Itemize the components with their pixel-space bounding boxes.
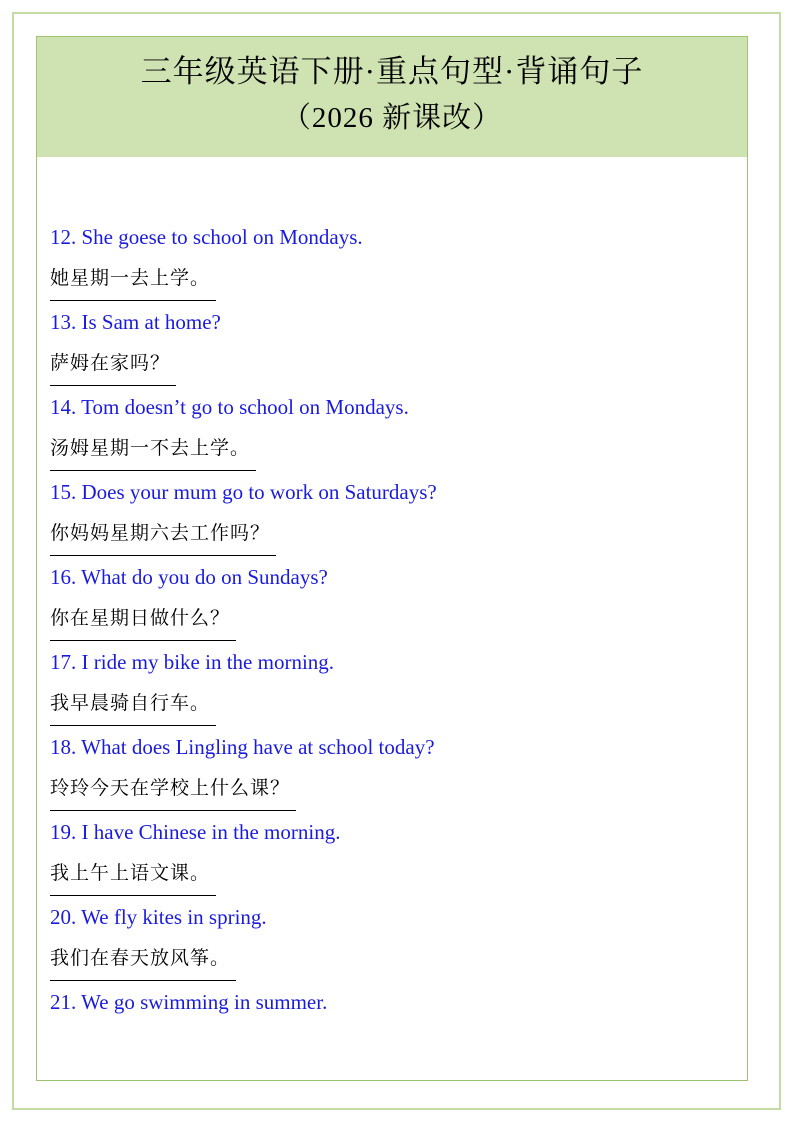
english-sentence: 16. What do you do on Sundays? — [50, 565, 328, 589]
translation-row — [50, 343, 736, 386]
chinese-translation: 我们在春天放风筝。 — [50, 938, 236, 981]
chinese-translation: 萨姆在家吗？ — [50, 343, 176, 386]
chinese-translation: 我上午上语文课。 — [50, 853, 216, 896]
english-sentence: 21. We go swimming in summer. — [50, 990, 328, 1014]
chinese-translation: 玲玲今天在学校上什么课？ — [50, 768, 296, 811]
chinese-translation: 你妈妈星期六去工作吗？ — [50, 513, 276, 556]
list-item — [50, 726, 736, 811]
translation-row — [50, 428, 736, 471]
translation-row — [50, 598, 736, 641]
sentence-list — [50, 216, 736, 1023]
chinese-translation: 汤姆星期一不去上学。 — [50, 428, 256, 471]
english-sentence: 13. Is Sam at home? — [50, 310, 221, 334]
translation-row — [50, 853, 736, 896]
translation-row — [50, 938, 736, 981]
list-item — [50, 471, 736, 556]
page-title-line-2: （2026 新课改） — [281, 102, 503, 134]
translation-row — [50, 258, 736, 301]
list-item — [50, 811, 736, 896]
list-item — [50, 981, 736, 1023]
english-sentence: 14. Tom doesn’t go to school on Mondays. — [50, 395, 409, 419]
chinese-translation: 她星期一去上学。 — [50, 258, 216, 301]
english-sentence: 19. I have Chinese in the morning. — [50, 820, 341, 844]
list-item — [50, 641, 736, 726]
list-item — [50, 386, 736, 471]
page-title-line-1: 三年级英语下册·重点句型·背诵句子 — [140, 54, 644, 89]
list-item — [50, 556, 736, 641]
english-sentence: 12. She goese to school on Mondays. — [50, 225, 363, 249]
english-sentence: 18. What does Lingling have at school today? — [50, 735, 435, 759]
list-item — [50, 896, 736, 981]
list-item — [50, 301, 736, 386]
translation-row — [50, 683, 736, 726]
chinese-translation: 你在星期日做什么？ — [50, 598, 236, 641]
english-sentence: 20. We fly kites in spring. — [50, 905, 267, 929]
list-item — [50, 216, 736, 301]
translation-row — [50, 513, 736, 556]
english-sentence: 17. I ride my bike in the morning. — [50, 650, 335, 674]
chinese-translation: 我早晨骑自行车。 — [50, 683, 216, 726]
english-sentence: 15. Does your mum go to work on Saturdays? — [50, 480, 437, 504]
title-banner — [37, 37, 747, 157]
translation-row — [50, 768, 736, 811]
